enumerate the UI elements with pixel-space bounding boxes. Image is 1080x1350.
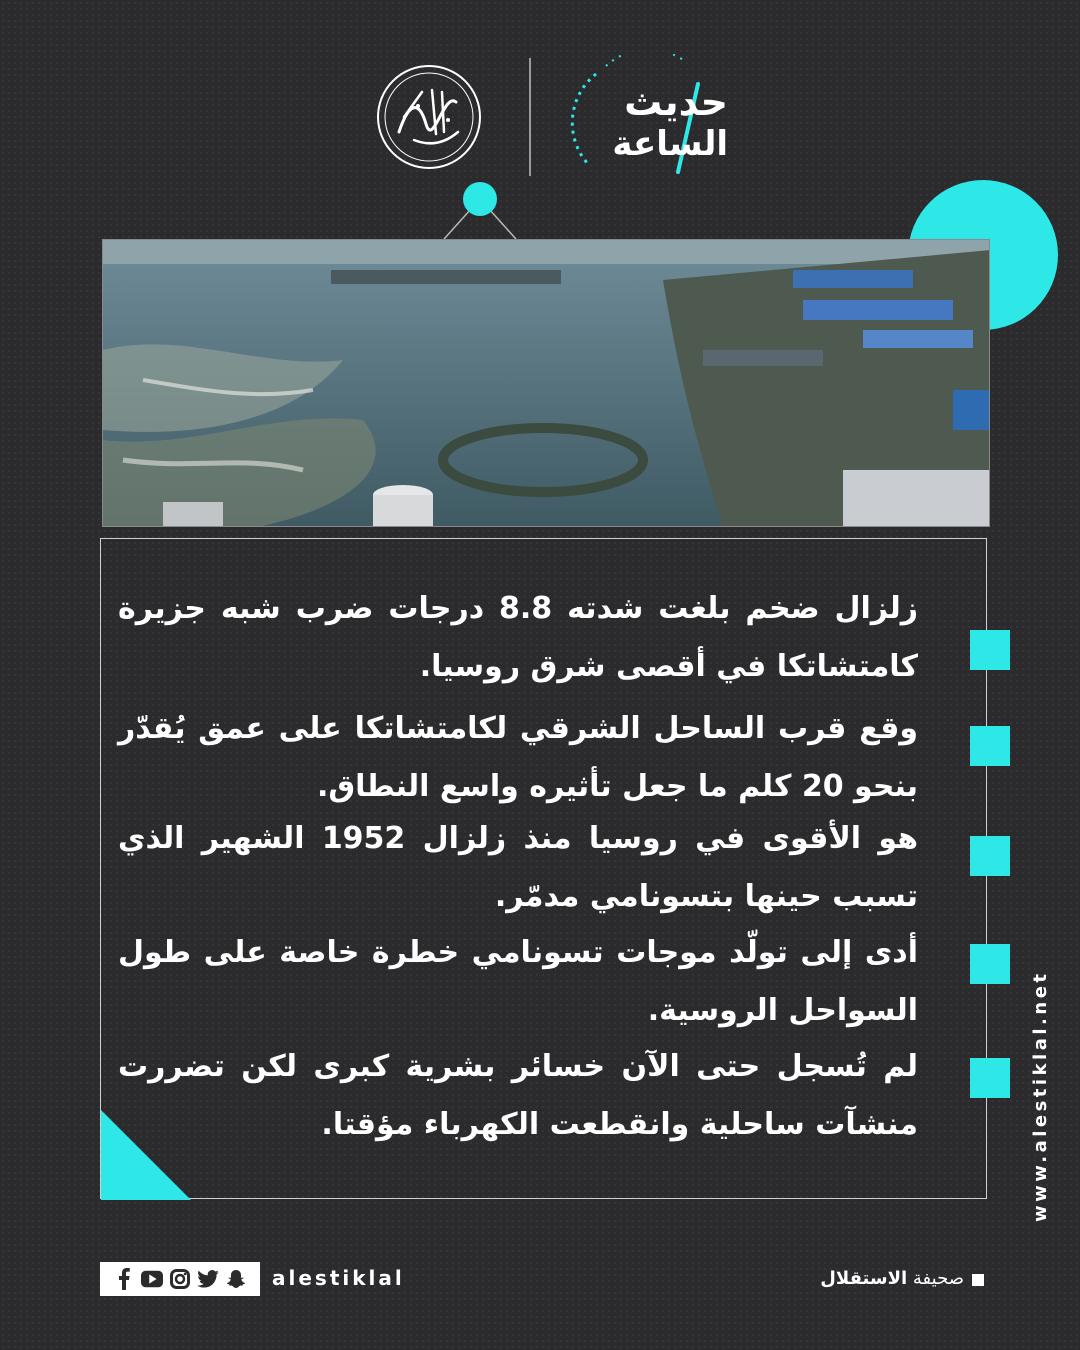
flooded-port-photo [103,240,990,527]
bullet-square-icon [970,1058,1010,1098]
twitter-icon[interactable] [197,1268,219,1290]
bullet-square-icon [970,944,1010,984]
youtube-icon[interactable] [141,1268,163,1290]
news-photo [102,239,990,527]
connector-lines [0,0,1080,250]
instagram-icon[interactable] [169,1268,191,1290]
accent-dot [463,182,497,216]
paper-prefix: صحيفة [912,1268,964,1289]
program-title-line1: حديث [624,80,728,124]
bullet-square-icon [970,836,1010,876]
alestiklal-seal-logo [374,62,484,172]
paper-name: الاستقلال [820,1268,908,1289]
facebook-icon[interactable] [113,1268,135,1290]
bullet-text: وقع قرب الساحل الشرقي لكامتشاتكا على عمق يُقدّر بنحو 20 كلم ما جعل تأثيره واسع النطاق. [118,711,918,804]
program-title-line2: الساعة [612,124,728,164]
social-handle: alestiklal [272,1266,405,1290]
bullet-square-icon [970,726,1010,766]
header-divider [529,58,531,176]
website-link[interactable]: www.alestiklal.net [1030,970,1051,1222]
bullet-text: لم تُسجل حتى الآن خسائر بشرية كبرى لكن تضررت منشآت ساحلية وانقطعت الكهرباء مؤقتا. [118,1049,918,1142]
bullet-text: هو الأقوى في روسيا منذ زلزال 1952 الشهير الذي تسبب حينها بتسونامي مدمّر. [118,821,918,914]
bullet-text: زلزال ضخم بلغت شدته 8.8 درجات ضرب شبه جزيرة كامتشاتكا في أقصى شرق روسيا. [118,591,918,684]
social-icons-bar [100,1262,260,1296]
paper-square-icon [972,1274,984,1286]
bullet-square-icon [970,630,1010,670]
paper-label [820,1268,964,1289]
program-logo [566,54,746,184]
snapchat-icon[interactable] [225,1268,247,1290]
bullet-text: أدى إلى تولّد موجات تسونامي خطرة خاصة على طول السواحل الروسية. [118,935,918,1028]
